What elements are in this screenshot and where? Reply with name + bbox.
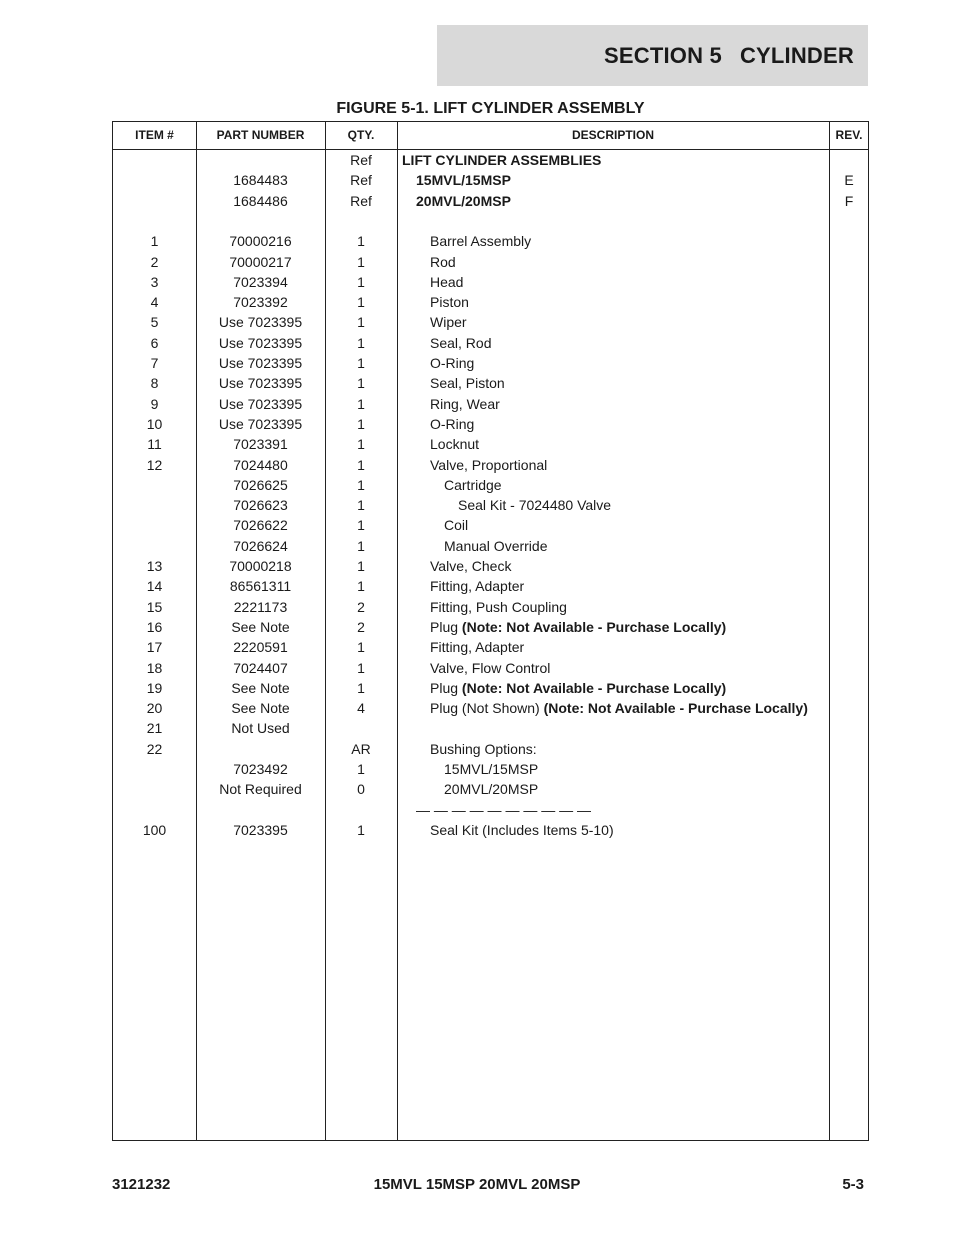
description-text: Valve, Flow Control (430, 659, 551, 676)
item-number: 19 (146, 679, 163, 696)
description-text: Seal, Rod (430, 334, 492, 351)
quantity: 1 (357, 314, 365, 331)
figure-title: FIGURE 5-1. LIFT CYLINDER ASSEMBLY (336, 100, 645, 117)
description (402, 151, 827, 169)
item-number: 17 (146, 639, 163, 656)
part-number: Use 7023395 (218, 415, 303, 432)
part-number: 7023395 (233, 821, 288, 838)
table-row (113, 719, 868, 739)
description (402, 821, 855, 839)
description-text: Coil (444, 517, 469, 534)
part-number: Not Required (219, 781, 302, 798)
quantity: 1 (357, 639, 365, 656)
description-text: Ring, Wear (430, 395, 500, 412)
description-text: Fitting, Push Coupling (430, 598, 567, 615)
column-header-item: ITEM # (135, 128, 174, 142)
section-header (437, 25, 868, 86)
quantity: 1 (357, 334, 365, 351)
part-number: 70000218 (229, 558, 292, 574)
description (402, 253, 855, 271)
description (402, 516, 869, 534)
description (402, 415, 855, 433)
item-number: 16 (146, 618, 163, 635)
description-text: Seal, Piston (430, 375, 505, 392)
footer-models: 15MVL 15MSP 20MVL 20MSP (373, 1176, 581, 1193)
description-text: 20MVL/20MSP (444, 781, 539, 798)
quantity: 1 (357, 375, 365, 392)
description (402, 293, 855, 311)
quantity: 2 (357, 618, 365, 635)
quantity: 1 (357, 355, 365, 371)
table-row (113, 740, 868, 760)
description-text: Rod (430, 253, 456, 270)
table-row (113, 415, 868, 435)
item-number: 18 (146, 659, 163, 676)
table-row (113, 618, 868, 638)
table-row (113, 780, 868, 800)
quantity: 1 (357, 761, 365, 777)
description-text: Seal Kit - 7024480 Valve (458, 497, 612, 514)
item-number: 8 (150, 375, 159, 392)
header-divider (113, 149, 868, 150)
description (402, 334, 855, 352)
section-title: CYLINDER (739, 42, 854, 68)
item-number: 5 (150, 314, 159, 331)
item-number: 22 (146, 740, 163, 757)
description-emphasis: 15MVL/15MSP (416, 172, 511, 189)
item-number: 4 (150, 294, 159, 311)
part-number: See Note (231, 618, 290, 635)
description-text: Barrel Assembly (430, 233, 532, 250)
table-row (113, 557, 868, 577)
item-number: 6 (150, 334, 159, 351)
part-number: 7026623 (233, 497, 288, 514)
quantity: 1 (357, 233, 365, 250)
part-number: 70000217 (229, 253, 292, 270)
part-number: See Note (231, 700, 290, 717)
description-emphasis: (Note: Not Available - Purchase Locally) (543, 700, 808, 717)
description-text: — — — — — — — — — — (416, 801, 592, 818)
part-number: Not Used (231, 720, 290, 737)
description (402, 456, 855, 474)
description (402, 395, 855, 413)
quantity: 1 (357, 415, 365, 432)
quantity: 1 (357, 578, 365, 595)
quantity: 4 (357, 700, 365, 717)
item-number: 9 (150, 395, 159, 412)
table-row (113, 253, 868, 273)
description (402, 496, 883, 514)
item-number: 21 (146, 720, 163, 737)
footer-doc-number: 3121232 (112, 1176, 171, 1193)
description (402, 659, 855, 677)
part-number: 70000216 (229, 233, 292, 250)
item-number: 13 (146, 558, 163, 574)
column-header-rev: REV. (835, 128, 863, 142)
table-row (113, 192, 868, 212)
quantity: 1 (357, 294, 365, 311)
table-row (113, 395, 868, 415)
part-number: 7023392 (233, 294, 288, 311)
description-text: Wiper (430, 314, 467, 331)
table-row (113, 801, 868, 821)
item-number: 11 (147, 436, 162, 453)
description (402, 740, 855, 758)
description-text: Piston (430, 294, 469, 311)
column-header-qty: QTY. (347, 128, 375, 142)
table-row (113, 212, 868, 232)
description-text: Plug (430, 618, 462, 635)
quantity: 1 (357, 537, 365, 554)
description (402, 598, 855, 616)
item-number: 14 (146, 578, 163, 595)
item-number: 20 (146, 700, 163, 717)
item-number: 12 (146, 456, 163, 473)
table-row (113, 293, 868, 313)
description (402, 192, 841, 210)
table-row (113, 760, 868, 780)
quantity: AR (351, 740, 371, 757)
column-header-part-number: PART NUMBER (216, 128, 305, 142)
description (402, 537, 869, 555)
part-number: 1684486 (233, 192, 288, 209)
part-number: Use 7023395 (218, 355, 303, 371)
description (402, 699, 855, 717)
quantity: 1 (357, 253, 365, 270)
quantity: 1 (357, 456, 365, 473)
part-number: See Note (231, 679, 290, 696)
item-number: 15 (146, 598, 163, 615)
description (402, 232, 855, 250)
item-number: 1 (150, 233, 159, 250)
column-header-description: DESCRIPTION (571, 128, 654, 142)
table-row (113, 699, 868, 719)
description (402, 273, 855, 291)
description (402, 354, 855, 372)
description-emphasis: (Note: Not Available - Purchase Locally) (461, 618, 727, 635)
description-text: Manual Override (444, 537, 548, 554)
description (402, 618, 855, 636)
table-header-row (113, 122, 868, 149)
table-row (113, 476, 868, 496)
table-row (113, 516, 868, 536)
description-text: Valve, Proportional (430, 456, 548, 473)
description (402, 577, 855, 595)
description-text: Bushing Options: (430, 740, 537, 757)
part-number: Use 7023395 (218, 395, 303, 412)
part-number: 7026625 (233, 476, 288, 493)
table-row (113, 679, 868, 699)
part-number: Use 7023395 (218, 314, 303, 331)
part-number: 7023391 (233, 436, 288, 453)
description-text: Head (430, 273, 464, 290)
description (402, 638, 855, 656)
description-text: Fitting, Adapter (430, 578, 525, 595)
parts-table (112, 121, 869, 1141)
description (402, 374, 855, 392)
table-row (113, 435, 868, 455)
table-row (113, 598, 868, 618)
quantity: 1 (357, 273, 365, 290)
quantity: Ref (350, 152, 372, 168)
table-row (113, 821, 868, 841)
description (402, 313, 855, 331)
description (402, 476, 869, 494)
description-emphasis: 20MVL/20MSP (416, 192, 511, 209)
part-number: 2220591 (233, 639, 288, 656)
quantity: Ref (350, 192, 372, 209)
part-number: Use 7023395 (218, 375, 303, 392)
quantity: 1 (357, 659, 365, 676)
description-text: Plug (430, 679, 462, 696)
table-row (113, 273, 868, 293)
description (402, 679, 855, 697)
quantity: 0 (357, 781, 365, 798)
description-text: Cartridge (444, 476, 502, 493)
table-row (113, 537, 868, 557)
description-text: Plug (Not Shown) (430, 700, 544, 717)
footer-page-number: 5-3 (842, 1176, 864, 1193)
quantity: 1 (357, 821, 365, 838)
table-row (113, 577, 868, 597)
table-row (113, 659, 868, 679)
item-number: 2 (150, 253, 159, 270)
part-number: 1684483 (233, 172, 288, 189)
quantity: 1 (357, 679, 365, 696)
description-text: O-Ring (430, 355, 475, 371)
table-row (113, 151, 868, 171)
quantity: 1 (357, 517, 365, 534)
description (402, 557, 855, 575)
table-row (113, 638, 868, 658)
description-text: 15MVL/15MSP (444, 761, 539, 777)
part-number: 86561311 (229, 578, 292, 595)
part-number: 7026624 (233, 537, 288, 554)
item-number: 100 (142, 821, 167, 838)
quantity: 2 (357, 598, 365, 615)
part-number: 2221173 (233, 598, 288, 615)
description-text: Fitting, Adapter (430, 639, 525, 656)
part-number: 7026622 (233, 517, 288, 534)
revision: E (844, 172, 854, 189)
item-number: 10 (146, 415, 163, 432)
description-text: O-Ring (430, 415, 475, 432)
description (402, 801, 841, 819)
quantity: 1 (357, 497, 365, 514)
table-row (113, 313, 868, 333)
item-number: 3 (150, 273, 159, 290)
revision: F (844, 192, 854, 209)
description-emphasis: (Note: Not Available - Purchase Locally) (461, 679, 727, 696)
table-row (113, 374, 868, 394)
description (402, 780, 869, 798)
table-row (113, 232, 868, 252)
description (402, 171, 841, 189)
description (402, 435, 855, 453)
table-row (113, 171, 868, 191)
table-row (113, 354, 868, 374)
quantity: Ref (350, 172, 372, 189)
table-row (113, 496, 868, 516)
part-number: Use 7023395 (218, 334, 303, 351)
description-text: Locknut (430, 436, 480, 453)
description (402, 760, 869, 778)
item-number: 7 (150, 355, 159, 371)
table-row (113, 334, 868, 354)
quantity: 1 (357, 558, 365, 574)
description-text: Valve, Check (430, 558, 512, 574)
part-number: 7024407 (233, 659, 288, 676)
quantity: 1 (357, 476, 365, 493)
table-row (113, 456, 868, 476)
part-number: 7023394 (233, 273, 288, 290)
part-number: 7023492 (233, 761, 288, 777)
section-number: SECTION 5 (604, 42, 722, 68)
quantity: 1 (357, 395, 365, 412)
quantity: 1 (357, 436, 365, 453)
description-text: Seal Kit (Includes Items 5-10) (430, 821, 614, 838)
description-emphasis: LIFT CYLINDER ASSEMBLIES (402, 152, 602, 168)
part-number: 7024480 (233, 456, 288, 473)
